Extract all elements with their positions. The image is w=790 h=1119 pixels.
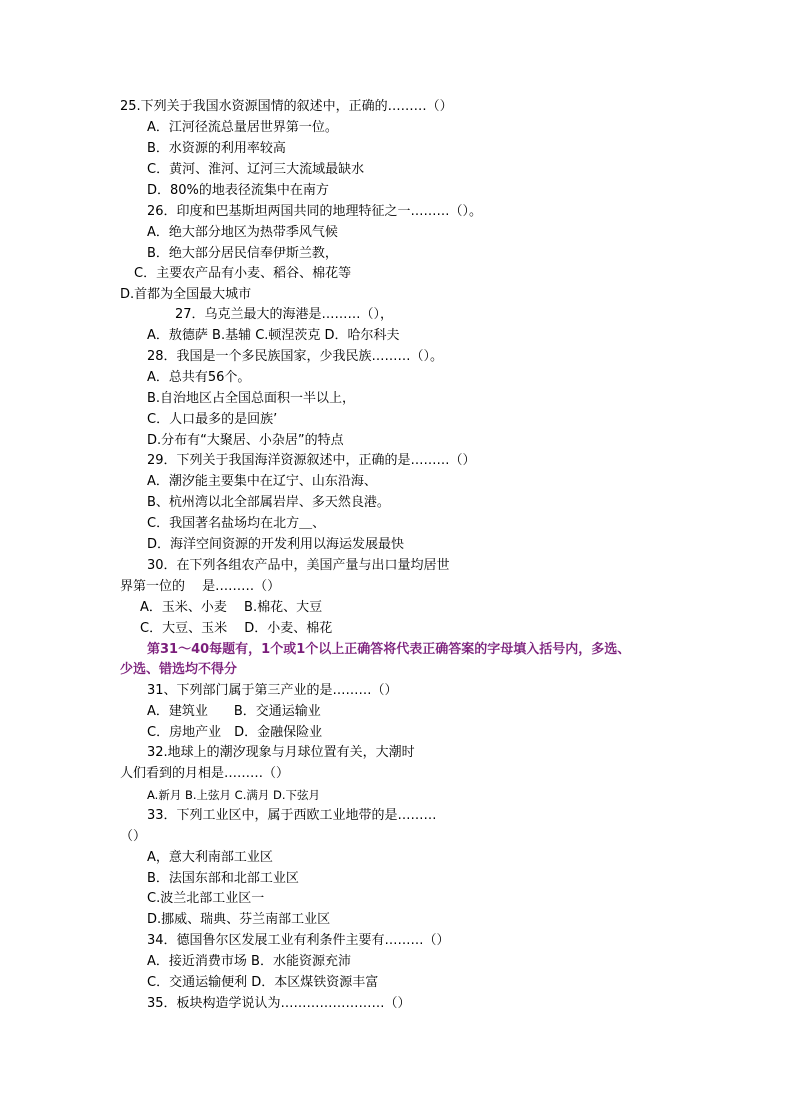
- option-26-a: A．绝大部分地区为热带季风气候: [147, 225, 338, 240]
- option-33-c: C.波兰北部工业区一: [147, 891, 265, 906]
- question-33-cont: （）: [120, 829, 147, 844]
- option-25-d: D．80%的地表径流集中在南方: [147, 183, 329, 198]
- option-33-a: A，意大利南部工业区: [147, 850, 273, 865]
- section-instruction-cont: 少选、错选均不得分: [120, 662, 238, 677]
- question-30: 30．在下列各组农产品中，美国产量与出口量均居世: [147, 558, 450, 573]
- option-25-b: B．水资源的利用率较高: [147, 141, 286, 156]
- question-26: 26．印度和巴基斯坦两国共同的地理特征之一………（）。: [147, 204, 483, 219]
- options-30-ab: A．玉米、小麦 B.棉花、大豆: [140, 600, 323, 615]
- option-26-c: C．主要农产品有小麦、稻谷、棉花等: [134, 266, 352, 281]
- question-30-cont: 界第一位的 是………（）: [120, 579, 281, 594]
- question-32: 32.地球上的潮汐现象与月球位置有关，大潮时: [147, 745, 415, 760]
- options-32: A.新月 B.上弦月 C.满月 D.下弦月: [147, 788, 321, 802]
- options-34-cd: C．交通运输便利 D．本区煤铁资源丰富: [147, 975, 379, 990]
- question-25: 25.下列关于我国水资源国情的叙述中，正确的………（）: [120, 99, 453, 114]
- option-28-b: B.自治地区占全国总面积一半以上，: [147, 391, 356, 406]
- option-29-c: C．我国著名盐场均在北方＿、: [147, 516, 326, 531]
- option-29-d: D．海洋空间资源的开发利用以海运发展最快: [147, 537, 405, 552]
- options-31-ab: A．建筑业 B．交通运输业: [147, 704, 321, 719]
- section-instruction: 第31～40每题有，1个或1个以上正确答将代表正确答案的字母填入括号内，多选、: [147, 642, 631, 657]
- question-32-cont: 人们看到的月相是………（）: [120, 766, 290, 781]
- option-29-b: B、杭州湾以北全部属岩岸、多天然良港。: [147, 495, 390, 510]
- options-30-cd: C．大豆、玉米 D．小麦、棉花: [140, 621, 333, 636]
- question-27: 27．乌克兰最大的海港是………（），: [175, 307, 394, 322]
- option-25-c: C．黄河、淮河、辽河三大流域最缺水: [147, 162, 365, 177]
- options-27: A．敖德萨 B.基辅 C.顿涅茨克 D．哈尔科夫: [147, 328, 400, 343]
- question-34: 34．德国鲁尔区发展工业有利条件主要有………（）: [147, 933, 450, 948]
- option-26-b: B．绝大部分居民信奉伊斯兰教，: [147, 246, 338, 261]
- option-25-a: A．江河径流总量居世界第一位。: [147, 120, 338, 135]
- question-33: 33．下列工业区中，属于西欧工业地带的是………: [147, 808, 437, 823]
- option-26-d: D.首都为全国最大城市: [120, 287, 252, 302]
- option-33-b: B．法国东部和北部工业区: [147, 871, 299, 886]
- options-31-cd: C．房地产业 D．金融保险业: [147, 725, 323, 740]
- question-28: 28．我国是一个多民族国家，少我民族………（）。: [147, 349, 444, 364]
- options-34-ab: A．接近消费市场 B．水能资源充沛: [147, 954, 351, 969]
- question-29: 29．下列关于我国海洋资源叙述中，正确的是………（）: [147, 453, 476, 468]
- option-28-d: D.分布有“大聚居、小杂居”的特点: [147, 433, 344, 448]
- option-28-a: A．总共有56个。: [147, 370, 251, 385]
- option-33-d: D.挪威、瑞典、芬兰南部工业区: [147, 912, 331, 927]
- option-28-c: C．人口最多的是回族’: [147, 412, 278, 427]
- question-31: 31、下列部门属于第三产业的是………（）: [147, 683, 398, 698]
- option-29-a: A．潮汐能主要集中在辽宁、山东沿海、: [147, 474, 377, 489]
- question-35: 35．板块构造学说认为……………………（）: [147, 996, 411, 1011]
